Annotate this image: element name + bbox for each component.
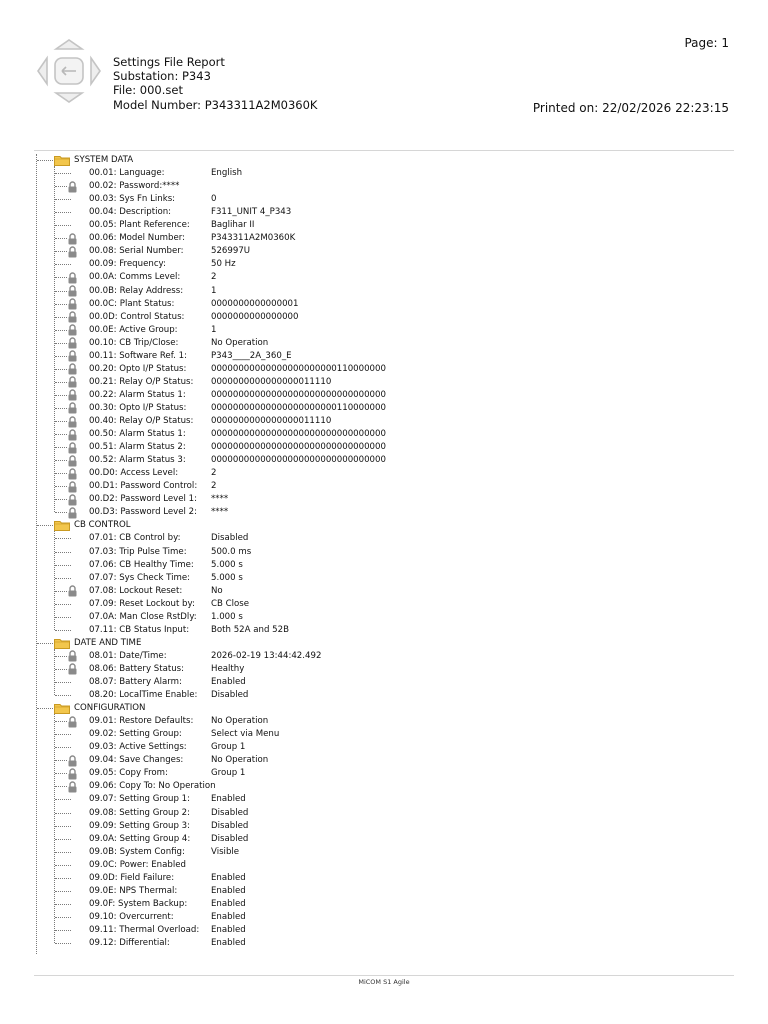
tree-line bbox=[55, 760, 67, 761]
setting-value: Enabled bbox=[211, 885, 246, 896]
setting-value: 5.000 s bbox=[211, 559, 243, 570]
setting-row[interactable] bbox=[89, 767, 245, 780]
tree-line bbox=[55, 839, 71, 840]
setting-key: 00.0D: Control Status: bbox=[89, 311, 185, 322]
tree-line bbox=[55, 486, 67, 487]
setting-value: Disabled bbox=[211, 533, 249, 544]
setting-key: 07.06: CB Healthy Time: bbox=[89, 559, 194, 570]
setting-key: 09.0E: NPS Thermal: bbox=[89, 885, 178, 896]
padlock-icon bbox=[68, 650, 77, 662]
setting-row[interactable] bbox=[89, 611, 243, 624]
setting-value: Disabled bbox=[211, 690, 249, 701]
tree-line bbox=[55, 369, 67, 370]
padlock-icon bbox=[68, 781, 77, 793]
setting-key: 00.10: CB Trip/Close: bbox=[89, 337, 179, 348]
setting-row[interactable] bbox=[89, 298, 298, 311]
setting-key: 08.20: LocalTime Enable: bbox=[89, 690, 198, 701]
padlock-icon bbox=[68, 455, 77, 467]
section-title[interactable]: SYSTEM DATA bbox=[74, 155, 134, 165]
settings-tree bbox=[34, 154, 734, 960]
setting-row[interactable] bbox=[89, 206, 291, 219]
tree-line bbox=[55, 813, 71, 814]
setting-value: 00000000000000000000000000000000 bbox=[211, 429, 386, 440]
tree-line bbox=[55, 695, 71, 696]
setting-row[interactable] bbox=[89, 219, 254, 232]
tree-line bbox=[55, 904, 71, 905]
setting-value: Disabled bbox=[211, 807, 249, 818]
setting-key: 00.D0: Access Level: bbox=[89, 468, 179, 479]
printed-on: Printed on: 22/02/2026 22:23:15 bbox=[532, 101, 729, 115]
setting-key: 00.20: Opto I/P Status: bbox=[89, 363, 187, 374]
setting-value: No bbox=[211, 585, 223, 596]
padlock-icon bbox=[68, 481, 77, 493]
setting-row[interactable] bbox=[89, 285, 216, 298]
setting-value: 1 bbox=[211, 285, 217, 296]
setting-row[interactable] bbox=[89, 271, 216, 284]
padlock-icon bbox=[68, 442, 77, 454]
padlock-icon bbox=[68, 389, 77, 401]
tree-line bbox=[55, 591, 67, 592]
setting-value: 00000000000000000000000000000000 bbox=[211, 389, 386, 400]
setting-value: 526997U bbox=[211, 246, 251, 257]
setting-value: No Operation bbox=[211, 716, 269, 727]
setting-key: 09.06: Copy To: No Operation bbox=[89, 781, 216, 792]
padlock-icon bbox=[68, 768, 77, 780]
setting-key: 09.0D: Field Failure: bbox=[89, 872, 175, 883]
setting-value: 0 bbox=[211, 194, 217, 205]
setting-key: 00.21: Relay O/P Status: bbox=[89, 376, 194, 387]
model-number-label: Model Number: P343311A2M0360K bbox=[113, 97, 318, 112]
padlock-icon bbox=[68, 337, 77, 349]
folder-icon[interactable] bbox=[54, 703, 70, 714]
setting-value: F311_UNIT 4_P343 bbox=[211, 207, 292, 218]
setting-value: English bbox=[211, 168, 243, 179]
setting-value: Select via Menu bbox=[211, 729, 280, 740]
setting-value: Enabled bbox=[211, 911, 246, 922]
setting-row[interactable] bbox=[89, 245, 250, 258]
tree-line bbox=[55, 943, 71, 944]
tree-line bbox=[55, 917, 71, 918]
tree-line bbox=[55, 499, 67, 500]
setting-key: 00.06: Model Number: bbox=[89, 233, 186, 244]
padlock-icon bbox=[68, 376, 77, 388]
setting-row[interactable] bbox=[89, 924, 246, 937]
tree-line bbox=[55, 304, 67, 305]
setting-key: 00.22: Alarm Status 1: bbox=[89, 389, 186, 400]
tree-line bbox=[55, 460, 67, 461]
setting-key: 00.02: Password:**** bbox=[89, 181, 180, 192]
setting-key: 07.0A: Man Close RstDly: bbox=[89, 611, 197, 622]
setting-key: 08.06: Battery Status: bbox=[89, 663, 185, 674]
report-header bbox=[113, 55, 317, 112]
setting-row[interactable] bbox=[89, 885, 246, 898]
setting-value: 5.000 s bbox=[211, 572, 243, 583]
setting-value: Enabled bbox=[211, 872, 246, 883]
setting-key: 09.04: Save Changes: bbox=[89, 755, 184, 766]
tree-line bbox=[55, 356, 67, 357]
setting-key: 07.08: Lockout Reset: bbox=[89, 585, 183, 596]
setting-value: Enabled bbox=[211, 938, 246, 948]
tree-line bbox=[54, 714, 55, 943]
padlock-icon bbox=[68, 663, 77, 675]
footer-divider bbox=[34, 975, 734, 976]
page-number: Page: 1 bbox=[684, 36, 729, 50]
setting-value: 50 Hz bbox=[211, 259, 236, 270]
setting-key: 00.D1: Password Control: bbox=[89, 481, 198, 492]
setting-row[interactable] bbox=[89, 454, 386, 467]
setting-row[interactable] bbox=[89, 754, 268, 767]
setting-row[interactable] bbox=[89, 663, 244, 676]
tree-line bbox=[37, 525, 53, 526]
tree-line bbox=[55, 421, 67, 422]
setting-key: 00.50: Alarm Status 1: bbox=[89, 429, 186, 440]
setting-value: 2 bbox=[211, 272, 217, 283]
setting-row[interactable] bbox=[89, 546, 251, 559]
setting-key: 00.40: Relay O/P Status: bbox=[89, 416, 194, 426]
setting-key: 09.01: Restore Defaults: bbox=[89, 716, 194, 727]
report-title: Settings File Report bbox=[113, 55, 225, 69]
setting-value: **** bbox=[211, 494, 229, 505]
setting-value: 00000000000000000000000000000000 bbox=[211, 455, 386, 466]
header-divider bbox=[34, 150, 734, 151]
tree-line bbox=[55, 578, 71, 579]
tree-line bbox=[55, 238, 67, 239]
tree-line bbox=[55, 865, 71, 866]
setting-row[interactable] bbox=[89, 232, 295, 245]
setting-value: 0000000000000001 bbox=[211, 298, 299, 309]
padlock-icon bbox=[68, 755, 77, 767]
tree-line bbox=[37, 643, 53, 644]
setting-value: CB Close bbox=[211, 598, 250, 609]
setting-row[interactable] bbox=[89, 937, 246, 950]
setting-row[interactable] bbox=[89, 167, 242, 180]
setting-row[interactable] bbox=[89, 350, 292, 363]
setting-key: 00.0B: Relay Address: bbox=[89, 285, 184, 296]
setting-key: 09.11: Thermal Overload: bbox=[89, 924, 200, 935]
setting-key: 09.03: Active Settings: bbox=[89, 742, 187, 753]
setting-key: 00.30: Opto I/P Status: bbox=[89, 402, 187, 413]
tree-line bbox=[55, 317, 67, 318]
setting-value: Group 1 bbox=[211, 768, 246, 779]
setting-key: 00.01: Language: bbox=[89, 168, 165, 179]
setting-row[interactable] bbox=[89, 585, 223, 598]
tree-line bbox=[55, 186, 67, 187]
tree-line bbox=[55, 199, 71, 200]
setting-value: Enabled bbox=[211, 677, 246, 687]
setting-row[interactable] bbox=[89, 337, 268, 350]
tree-line bbox=[55, 447, 67, 448]
tree-line bbox=[55, 604, 71, 605]
setting-row[interactable] bbox=[89, 559, 243, 572]
tree-line bbox=[55, 799, 71, 800]
tree-line bbox=[55, 930, 71, 931]
setting-key: 07.07: Sys Check Time: bbox=[89, 572, 191, 583]
setting-value: 0000000000000000011110 bbox=[211, 416, 332, 426]
tree-line bbox=[55, 565, 71, 566]
setting-key: 00.03: Sys Fn Links: bbox=[89, 194, 176, 205]
folder-icon[interactable] bbox=[54, 520, 70, 531]
setting-value: Disabled bbox=[211, 833, 249, 844]
micom-keypad-logo bbox=[34, 36, 104, 106]
setting-key: 09.0C: Power: Enabled bbox=[89, 859, 186, 870]
setting-row[interactable] bbox=[89, 493, 228, 506]
padlock-icon bbox=[68, 507, 77, 519]
tree-line bbox=[55, 512, 67, 513]
padlock-icon bbox=[68, 494, 77, 506]
tree-line bbox=[55, 382, 67, 383]
setting-row[interactable] bbox=[89, 624, 289, 637]
padlock-icon bbox=[68, 416, 77, 428]
tree-line bbox=[55, 878, 71, 879]
setting-key: 00.D3: Password Level 2: bbox=[89, 507, 198, 518]
padlock-icon bbox=[68, 350, 77, 362]
tree-line bbox=[55, 826, 71, 827]
setting-value: Both 52A and 52B bbox=[211, 624, 289, 635]
section-title[interactable]: CONFIGURATION bbox=[74, 703, 146, 714]
setting-value: 500.0 ms bbox=[211, 546, 252, 557]
setting-key: 09.10: Overcurrent: bbox=[89, 911, 174, 922]
setting-key: 09.0B: System Config: bbox=[89, 846, 185, 857]
setting-key: 07.11: CB Status Input: bbox=[89, 624, 190, 635]
setting-value: 1.000 s bbox=[211, 611, 243, 622]
setting-key: 07.09: Reset Lockout by: bbox=[89, 598, 195, 609]
setting-value: No Operation bbox=[211, 337, 269, 348]
setting-value: 0000000000000000 bbox=[211, 311, 299, 322]
section-title[interactable]: CB CONTROL bbox=[74, 520, 131, 531]
setting-row[interactable] bbox=[89, 859, 186, 872]
setting-value: Visible bbox=[211, 846, 240, 857]
setting-key: 07.03: Trip Pulse Time: bbox=[89, 546, 187, 557]
setting-row[interactable] bbox=[89, 741, 245, 754]
setting-value: 2 bbox=[211, 468, 217, 479]
tree-line bbox=[55, 682, 71, 683]
setting-key: 08.01: Date/Time: bbox=[89, 650, 167, 661]
tree-line bbox=[55, 277, 67, 278]
setting-row[interactable] bbox=[89, 258, 236, 271]
setting-key: 00.0E: Active Group: bbox=[89, 324, 178, 335]
setting-value: Healthy bbox=[211, 663, 245, 674]
setting-value: 0000000000000000011110 bbox=[211, 376, 332, 387]
padlock-icon bbox=[68, 585, 77, 597]
setting-row[interactable] bbox=[89, 441, 386, 454]
setting-row[interactable] bbox=[89, 532, 248, 545]
setting-key: 09.12: Differential: bbox=[89, 938, 170, 948]
tree-line bbox=[55, 173, 71, 174]
setting-key: 00.0A: Comms Level: bbox=[89, 272, 181, 283]
tree-line bbox=[55, 251, 67, 252]
tree-line bbox=[55, 852, 71, 853]
setting-key: 09.08: Setting Group 2: bbox=[89, 807, 190, 818]
tree-line bbox=[55, 330, 67, 331]
tree-line bbox=[37, 160, 53, 161]
setting-value: 00000000000000000000000110000000 bbox=[211, 402, 386, 413]
setting-value: Enabled bbox=[211, 924, 246, 935]
setting-value: No Operation bbox=[211, 755, 269, 766]
padlock-icon bbox=[68, 716, 77, 728]
setting-value: Disabled bbox=[211, 820, 249, 831]
setting-key: 00.52: Alarm Status 3: bbox=[89, 455, 186, 466]
setting-key: 00.05: Plant Reference: bbox=[89, 220, 190, 231]
setting-key: 07.01: CB Control by: bbox=[89, 533, 181, 544]
tree-line bbox=[37, 708, 53, 709]
tree-line bbox=[55, 408, 67, 409]
setting-value: 2026-02-19 13:44:42.492 bbox=[211, 650, 322, 661]
setting-row[interactable] bbox=[89, 428, 386, 441]
footer-text: MiCOM S1 Agile bbox=[358, 978, 410, 986]
tree-line bbox=[55, 786, 67, 787]
setting-key: 09.09: Setting Group 3: bbox=[89, 820, 190, 831]
setting-row[interactable] bbox=[89, 650, 321, 663]
tree-line bbox=[55, 291, 67, 292]
padlock-icon bbox=[68, 311, 77, 323]
padlock-icon bbox=[68, 402, 77, 414]
setting-row[interactable] bbox=[89, 180, 179, 193]
setting-value: 1 bbox=[211, 324, 217, 335]
setting-row[interactable] bbox=[89, 846, 239, 859]
setting-row[interactable] bbox=[89, 728, 279, 741]
tree-line bbox=[55, 538, 71, 539]
setting-value: P343311A2M0360K bbox=[211, 233, 296, 244]
setting-row[interactable] bbox=[89, 506, 228, 519]
substation-label: Substation: P343 bbox=[113, 69, 211, 84]
setting-row[interactable] bbox=[89, 807, 248, 820]
setting-key: 00.11: Software Ref. 1: bbox=[89, 350, 187, 361]
padlock-icon bbox=[68, 468, 77, 480]
setting-value: Group 1 bbox=[211, 742, 246, 753]
padlock-icon bbox=[68, 298, 77, 310]
setting-row[interactable] bbox=[89, 793, 246, 806]
folder-icon[interactable] bbox=[54, 638, 70, 649]
tree-line bbox=[55, 617, 71, 618]
setting-row[interactable] bbox=[89, 467, 216, 480]
setting-key: 00.0C: Plant Status: bbox=[89, 298, 175, 309]
tree-line bbox=[55, 264, 71, 265]
setting-key: 00.D2: Password Level 1: bbox=[89, 494, 198, 505]
setting-value: Baglihar II bbox=[211, 220, 255, 231]
setting-key: 08.07: Battery Alarm: bbox=[89, 677, 182, 687]
section-title[interactable]: DATE AND TIME bbox=[74, 637, 142, 648]
setting-key: 09.02: Setting Group: bbox=[89, 729, 182, 740]
tree-line bbox=[55, 343, 67, 344]
setting-row[interactable] bbox=[89, 376, 331, 389]
padlock-icon bbox=[68, 181, 77, 193]
setting-row[interactable] bbox=[89, 833, 248, 846]
setting-value: 00000000000000000000000000000000 bbox=[211, 442, 386, 453]
setting-key: 09.07: Setting Group 1: bbox=[89, 794, 190, 805]
setting-value: Enabled bbox=[211, 794, 246, 805]
tree-line bbox=[55, 656, 67, 657]
tree-line bbox=[55, 552, 71, 553]
tree-line bbox=[55, 473, 67, 474]
setting-row[interactable] bbox=[89, 715, 268, 728]
setting-row[interactable] bbox=[89, 872, 246, 885]
setting-row[interactable] bbox=[89, 193, 216, 206]
setting-row[interactable] bbox=[89, 389, 386, 402]
setting-row[interactable] bbox=[89, 898, 246, 911]
setting-key: 09.0A: Setting Group 4: bbox=[89, 833, 191, 844]
tree-line bbox=[55, 669, 67, 670]
setting-row[interactable] bbox=[89, 480, 216, 493]
setting-key: 09.0F: System Backup: bbox=[89, 898, 188, 909]
tree-line bbox=[55, 225, 71, 226]
padlock-icon bbox=[68, 285, 77, 297]
padlock-icon bbox=[68, 246, 77, 258]
tree-line bbox=[55, 891, 71, 892]
setting-key: 00.08: Serial Number: bbox=[89, 246, 184, 257]
padlock-icon bbox=[68, 324, 77, 336]
setting-row[interactable] bbox=[89, 415, 331, 428]
setting-row[interactable] bbox=[89, 311, 298, 324]
folder-icon[interactable] bbox=[54, 155, 70, 166]
setting-row[interactable] bbox=[89, 820, 248, 833]
padlock-icon bbox=[68, 233, 77, 245]
setting-key: 00.04: Description: bbox=[89, 207, 172, 218]
tree-line bbox=[54, 531, 55, 629]
setting-key: 00.09: Frequency: bbox=[89, 259, 166, 270]
tree-line bbox=[55, 212, 71, 213]
file-label: File: 000.set bbox=[113, 83, 183, 98]
setting-row[interactable] bbox=[89, 402, 386, 415]
setting-value: P343____2A_360_E bbox=[211, 350, 292, 361]
setting-value: Enabled bbox=[211, 898, 246, 909]
setting-row[interactable] bbox=[89, 572, 243, 585]
setting-row[interactable] bbox=[89, 676, 246, 689]
setting-row[interactable] bbox=[89, 911, 246, 924]
padlock-icon bbox=[68, 429, 77, 441]
setting-row[interactable] bbox=[89, 598, 249, 611]
setting-key: 09.05: Copy From: bbox=[89, 768, 168, 779]
padlock-icon bbox=[68, 363, 77, 375]
setting-value: **** bbox=[211, 507, 229, 518]
padlock-icon bbox=[68, 272, 77, 284]
tree-line bbox=[55, 721, 67, 722]
setting-value: 00000000000000000000000110000000 bbox=[211, 363, 386, 374]
tree-line bbox=[55, 773, 67, 774]
setting-key: 00.51: Alarm Status 2: bbox=[89, 442, 186, 453]
tree-line bbox=[55, 434, 67, 435]
setting-value: 2 bbox=[211, 481, 217, 492]
setting-row[interactable] bbox=[89, 363, 386, 376]
tree-line bbox=[55, 630, 71, 631]
tree-line bbox=[55, 734, 71, 735]
tree-line bbox=[55, 395, 67, 396]
setting-row[interactable] bbox=[89, 689, 248, 702]
tree-line bbox=[55, 747, 71, 748]
setting-row[interactable] bbox=[89, 324, 216, 337]
tree-line bbox=[36, 154, 37, 954]
setting-row[interactable] bbox=[89, 780, 216, 793]
